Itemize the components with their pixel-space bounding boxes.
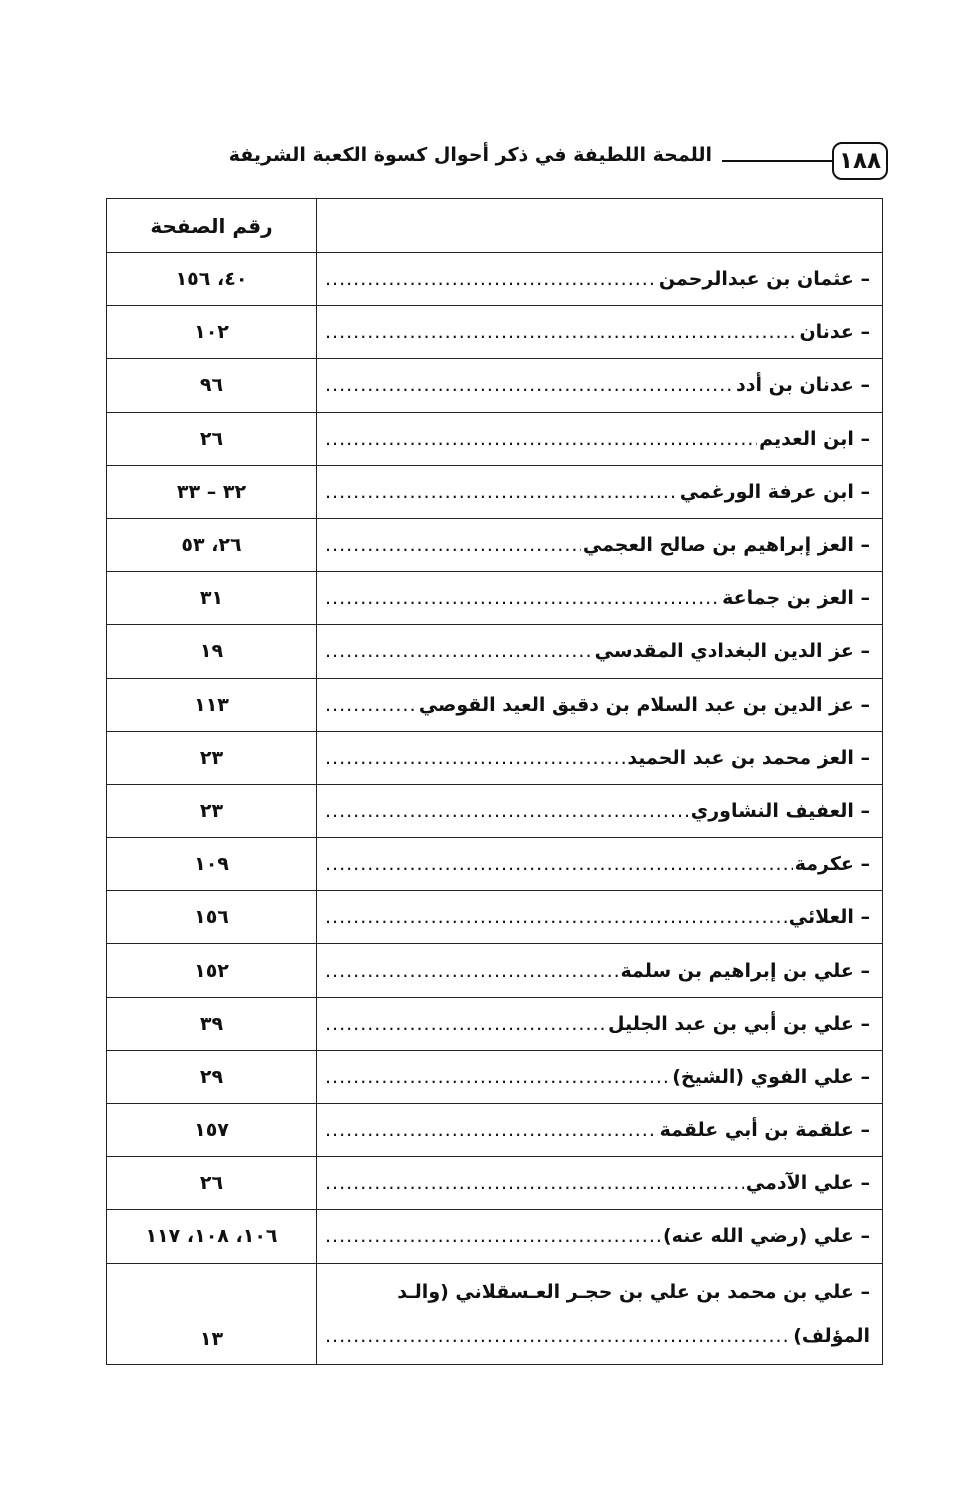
entry-name-wrapper [325, 481, 870, 503]
entry-pages: ٩٦ [107, 359, 317, 412]
entry-pages: ١٥٢ [107, 944, 317, 997]
entry-name-wrapper [325, 428, 870, 450]
entry-name: – العلائي [788, 906, 870, 929]
entry-name-wrapper [325, 268, 870, 290]
entry-name-wrapper [325, 1066, 870, 1088]
dot-leader [325, 906, 787, 928]
entry-pages: ٣١ [107, 572, 317, 625]
table-row [107, 678, 883, 731]
book-title: اللمحة اللطيفة في ذكر أحوال كسوة الكعبة الشريفة [228, 144, 712, 166]
entry-pages: ١٥٦ [107, 891, 317, 944]
entry-name-cell [317, 838, 883, 891]
entry-name-wrapper [325, 587, 870, 609]
entry-name-wrapper [325, 800, 870, 822]
table-row [107, 731, 883, 784]
entry-pages: ٣٩ [107, 997, 317, 1050]
dot-leader [325, 640, 593, 662]
dot-leader [325, 960, 618, 982]
table-row [107, 1263, 883, 1364]
entry-pages: ١٣ [107, 1263, 317, 1364]
table-row [107, 518, 883, 571]
entry-name-wrapper [325, 534, 870, 556]
table-row [107, 891, 883, 944]
dot-leader [325, 747, 625, 769]
entry-name: – علي الآدمي [745, 1172, 870, 1195]
entry-name: – علي بن أبي بن عبد الجليل [607, 1012, 870, 1035]
entry-name: – عكرمة [794, 853, 870, 876]
entry-name: – عدنان [799, 321, 870, 344]
entry-name-cell [317, 465, 883, 518]
dot-leader [325, 1013, 606, 1035]
entry-name: – ابن عرفة الورغمي [679, 480, 870, 503]
dot-leader [325, 1225, 661, 1247]
table-row [107, 1157, 883, 1210]
entry-name-wrapper [325, 853, 870, 875]
table-row [107, 625, 883, 678]
entry-name: – علقمة بن أبي علقمة [659, 1119, 870, 1142]
entry-name-wrapper [325, 640, 870, 662]
entry-name: – علي الفوي (الشيخ) [672, 1065, 870, 1088]
dot-leader [325, 1119, 658, 1141]
entry-name-cell [317, 784, 883, 837]
entry-pages: ٣٢ – ٣٣ [107, 465, 317, 518]
entry-name-cell [317, 253, 883, 306]
entry-name: – عز الدين البغدادي المقدسي [594, 640, 870, 663]
entry-name: – عثمان بن عبدالرحمن [658, 268, 870, 291]
entry-name: – ابن العديم [759, 427, 870, 450]
entry-name-cell [317, 518, 883, 571]
entry-name-line1: – علي بن محمد بن علي بن حجـر العـسقلاني (والـد [397, 1280, 870, 1303]
dot-leader [325, 800, 689, 822]
table-row [107, 1210, 883, 1263]
table-row [107, 997, 883, 1050]
table-row [107, 838, 883, 891]
dot-leader [325, 374, 734, 396]
entry-name-cell [317, 412, 883, 465]
entry-pages: ٢٣ [107, 731, 317, 784]
entry-name-cell [317, 1050, 883, 1103]
table-row [107, 465, 883, 518]
entry-name-cell [317, 678, 883, 731]
entry-name-cell [317, 1263, 883, 1364]
entry-name-cell [317, 731, 883, 784]
entry-name-line2-wrapper [325, 1314, 870, 1358]
table-row [107, 944, 883, 997]
entry-name-wrapper [325, 374, 870, 396]
index-table [106, 198, 883, 1365]
table-row [107, 412, 883, 465]
entry-name-cell [317, 891, 883, 944]
dot-leader [325, 321, 797, 343]
page-number: ١٨٨ [832, 142, 888, 180]
dot-leader [325, 853, 793, 875]
dot-leader [325, 587, 720, 609]
table-row [107, 306, 883, 359]
entry-name-wrapper [325, 747, 870, 769]
entry-pages: ٢٦، ٥٣ [107, 518, 317, 571]
entry-name-wrapper [325, 906, 870, 928]
entry-name: – علي (رضي الله عنه) [663, 1225, 870, 1248]
entry-name: – العز إبراهيم بن صالح العجمي [582, 534, 870, 557]
entry-name-cell [317, 572, 883, 625]
entry-pages: ٤٠، ١٥٦ [107, 253, 317, 306]
table-row [107, 359, 883, 412]
table-row [107, 253, 883, 306]
entry-name-wrapper [325, 321, 870, 343]
dot-leader [325, 534, 581, 556]
table-row [107, 784, 883, 837]
entry-name-cell [317, 944, 883, 997]
dot-leader [325, 481, 678, 503]
table-row [107, 1050, 883, 1103]
dot-leader [325, 268, 657, 290]
entry-name: – علي بن إبراهيم بن سلمة [620, 959, 870, 982]
entry-name-cell [317, 306, 883, 359]
dot-leader [325, 1314, 791, 1358]
page-header [108, 138, 888, 184]
entry-name-wrapper [325, 960, 870, 982]
name-column-header [317, 199, 883, 253]
table-header-row [107, 199, 883, 253]
entry-name-wrapper [325, 1013, 870, 1035]
dot-leader [325, 694, 417, 716]
entry-pages: ١٠٩ [107, 838, 317, 891]
header-rule [722, 160, 832, 162]
entry-pages: ١٩ [107, 625, 317, 678]
entry-pages: ٢٦ [107, 412, 317, 465]
entry-pages: ١٥٧ [107, 1104, 317, 1157]
entry-pages: ٢٦ [107, 1157, 317, 1210]
entry-name-line2: المؤلف) [793, 1324, 870, 1347]
table-row [107, 572, 883, 625]
page-column-header: رقم الصفحة [107, 199, 317, 253]
entry-name-cell [317, 1210, 883, 1263]
entry-name-cell [317, 1157, 883, 1210]
entry-pages: ٢٩ [107, 1050, 317, 1103]
index-table-body [107, 199, 883, 1365]
entry-name-wrapper [325, 1172, 870, 1194]
entry-name-cell [317, 625, 883, 678]
entry-pages: ٢٣ [107, 784, 317, 837]
entry-pages: ١٠٦، ١٠٨، ١١٧ [107, 1210, 317, 1263]
entry-name-wrapper [325, 694, 870, 716]
entry-pages: ١٠٢ [107, 306, 317, 359]
entry-name: – العز بن جماعة [722, 587, 870, 610]
entry-name: – العفيف النشاوري [690, 799, 870, 822]
entry-name: – عز الدين بن عبد السلام بن دقيق العيد القوصي [418, 693, 870, 716]
entry-name-wrapper [325, 1225, 870, 1247]
dot-leader [325, 428, 757, 450]
dot-leader [325, 1172, 744, 1194]
table-row [107, 1104, 883, 1157]
entry-name-cell [317, 997, 883, 1050]
entry-name-cell [317, 1104, 883, 1157]
entry-name: – عدنان بن أدد [735, 374, 870, 397]
entry-name: – العز محمد بن عبد الحميد [627, 746, 870, 769]
entry-name-wrapper [325, 1119, 870, 1141]
entry-name-cell [317, 359, 883, 412]
entry-pages: ١١٣ [107, 678, 317, 731]
dot-leader [325, 1066, 670, 1088]
